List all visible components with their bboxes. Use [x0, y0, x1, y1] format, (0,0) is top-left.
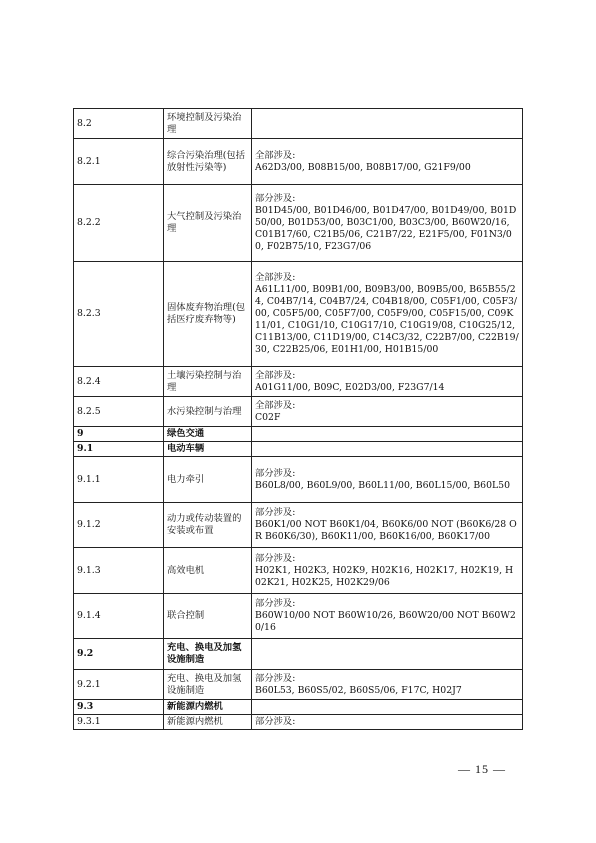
row-code: 9.1.2 [74, 503, 164, 548]
ipc-codes: A62D3/00, B08B15/00, B08B17/00, G21F9/00 [255, 161, 471, 173]
row-classification: 固体废弃物治理(包括医疗废弃物等) [164, 262, 252, 367]
row-ipc-detail [252, 397, 523, 427]
table-row [74, 185, 523, 262]
scope-label: 全部涉及: [255, 149, 296, 161]
ipc-codes: A01G11/00, B09C, E02D3/00, F23G7/14 [255, 381, 445, 393]
row-classification: 土壤污染控制与治理 [164, 367, 252, 397]
scope-label: 全部涉及: [255, 399, 296, 411]
table-row [74, 457, 523, 503]
table-row [74, 262, 523, 367]
scope-label: 部分涉及: [255, 507, 296, 518]
ipc-codes: A61L11/00, B09B1/00, B09B3/00, B09B5/00, B65B55/24, C04B7/14, C04B7/24, C04B18/00, C05F1/00, C05F3/00, C05F5/00, C05F7/00, C05F9/00, C05F15/00, C09K11/01, C10G1/10, C10G17/10, C10G19/08, C10G25/12, C11B13/00, C11D19/00, C14C3/32, C22B7/00, C22B19/30, C22B25/06, E01H1/00, H01B15/00 [255, 284, 519, 355]
scope-label: 部分涉及: [255, 716, 296, 727]
row-ipc-detail [252, 457, 523, 503]
ipc-codes: H02K1, H02K3, H02K9, H02K16, H02K17, H02K19, H02K21, H02K25, H02K29/06 [255, 564, 514, 588]
ipc-codes: B01D45/00, B01D46/00, B01D47/00, B01D49/00, B01D50/00, B01D53/00, B03C1/00, B03C3/00, B60W20/16, C01B17/60, C21B5/06, C21B7/22, E21F5/00, F01N3/00, F02B75/10, F23G7/06 [255, 205, 517, 252]
row-ipc-detail [252, 185, 523, 262]
row-classification: 环境控制及污染治理 [164, 109, 252, 139]
row-classification: 高效电机 [164, 548, 252, 594]
row-ipc-detail [252, 262, 523, 367]
row-code: 9.3.1 [74, 715, 164, 730]
row-classification: 综合污染治理(包括放射性污染等) [164, 139, 252, 185]
row-ipc-detail [252, 548, 523, 594]
scope-label: 部分涉及: [255, 598, 296, 609]
scope-label: 部分涉及: [255, 467, 296, 479]
row-code: 9.1 [74, 442, 164, 457]
row-ipc-detail [252, 715, 523, 730]
row-classification: 联合控制 [164, 594, 252, 639]
row-ipc-detail [252, 503, 523, 548]
page-number: — 15 — [458, 762, 506, 776]
row-ipc-detail [252, 367, 523, 397]
row-ipc-detail [252, 700, 523, 715]
row-code: 8.2.2 [74, 185, 164, 262]
scope-label: 部分涉及: [255, 552, 296, 564]
table-row [74, 442, 523, 457]
ipc-codes: B60W10/00 NOT B60W10/26, B60W20/00 NOT B60W20/16 [255, 610, 516, 633]
row-ipc-detail [252, 639, 523, 670]
row-ipc-detail [252, 427, 523, 442]
table-row [74, 548, 523, 594]
row-ipc-detail [252, 670, 523, 700]
scope-label: 全部涉及: [255, 369, 296, 381]
row-code: 9.3 [74, 700, 164, 715]
table-row [74, 109, 523, 139]
classification-table [73, 108, 523, 730]
table-row [74, 367, 523, 397]
row-classification: 充电、换电及加氢设施制造 [164, 639, 252, 670]
ipc-codes: B60L8/00, B60L9/00, B60L11/00, B60L15/00, B60L50 [255, 479, 510, 491]
row-ipc-detail [252, 139, 523, 185]
row-classification: 大气控制及污染治理 [164, 185, 252, 262]
table-row [74, 639, 523, 670]
row-classification: 电力牵引 [164, 457, 252, 503]
row-ipc-detail [252, 442, 523, 457]
row-classification: 水污染控制与治理 [164, 397, 252, 427]
table-row [74, 670, 523, 700]
row-code: 8.2.1 [74, 139, 164, 185]
row-ipc-detail [252, 109, 523, 139]
classification-table-body [74, 109, 523, 730]
scope-label: 全部涉及: [255, 272, 296, 283]
row-classification: 绿色交通 [164, 427, 252, 442]
table-row [74, 139, 523, 185]
row-code: 9 [74, 427, 164, 442]
row-code: 9.2.1 [74, 670, 164, 700]
table-row [74, 715, 523, 730]
ipc-codes: B60K1/00 NOT B60K1/04, B60K6/00 NOT (B60K6/28 OR B60K6/30), B60K11/00, B60K16/00, B60K17/00 [255, 519, 517, 542]
table-row [74, 594, 523, 639]
row-code: 8.2.4 [74, 367, 164, 397]
table-row [74, 700, 523, 715]
scope-label: 部分涉及: [255, 193, 296, 204]
scope-label: 部分涉及: [255, 672, 296, 684]
table-row [74, 503, 523, 548]
row-code: 9.1.3 [74, 548, 164, 594]
row-classification: 新能源内燃机 [164, 715, 252, 730]
row-classification: 充电、换电及加氢设施制造 [164, 670, 252, 700]
ipc-codes: C02F [255, 411, 281, 423]
row-classification: 电动车辆 [164, 442, 252, 457]
row-code: 9.1.4 [74, 594, 164, 639]
row-code: 8.2.5 [74, 397, 164, 427]
ipc-codes: B60L53, B60S5/02, B60S5/06, F17C, H02J7 [255, 684, 462, 696]
row-code: 8.2 [74, 109, 164, 139]
row-classification: 动力或传动装置的安装或布置 [164, 503, 252, 548]
table-row [74, 397, 523, 427]
row-classification: 新能源内燃机 [164, 700, 252, 715]
row-code: 9.2 [74, 639, 164, 670]
row-code: 8.2.3 [74, 262, 164, 367]
table-row [74, 427, 523, 442]
row-code: 9.1.1 [74, 457, 164, 503]
row-ipc-detail [252, 594, 523, 639]
